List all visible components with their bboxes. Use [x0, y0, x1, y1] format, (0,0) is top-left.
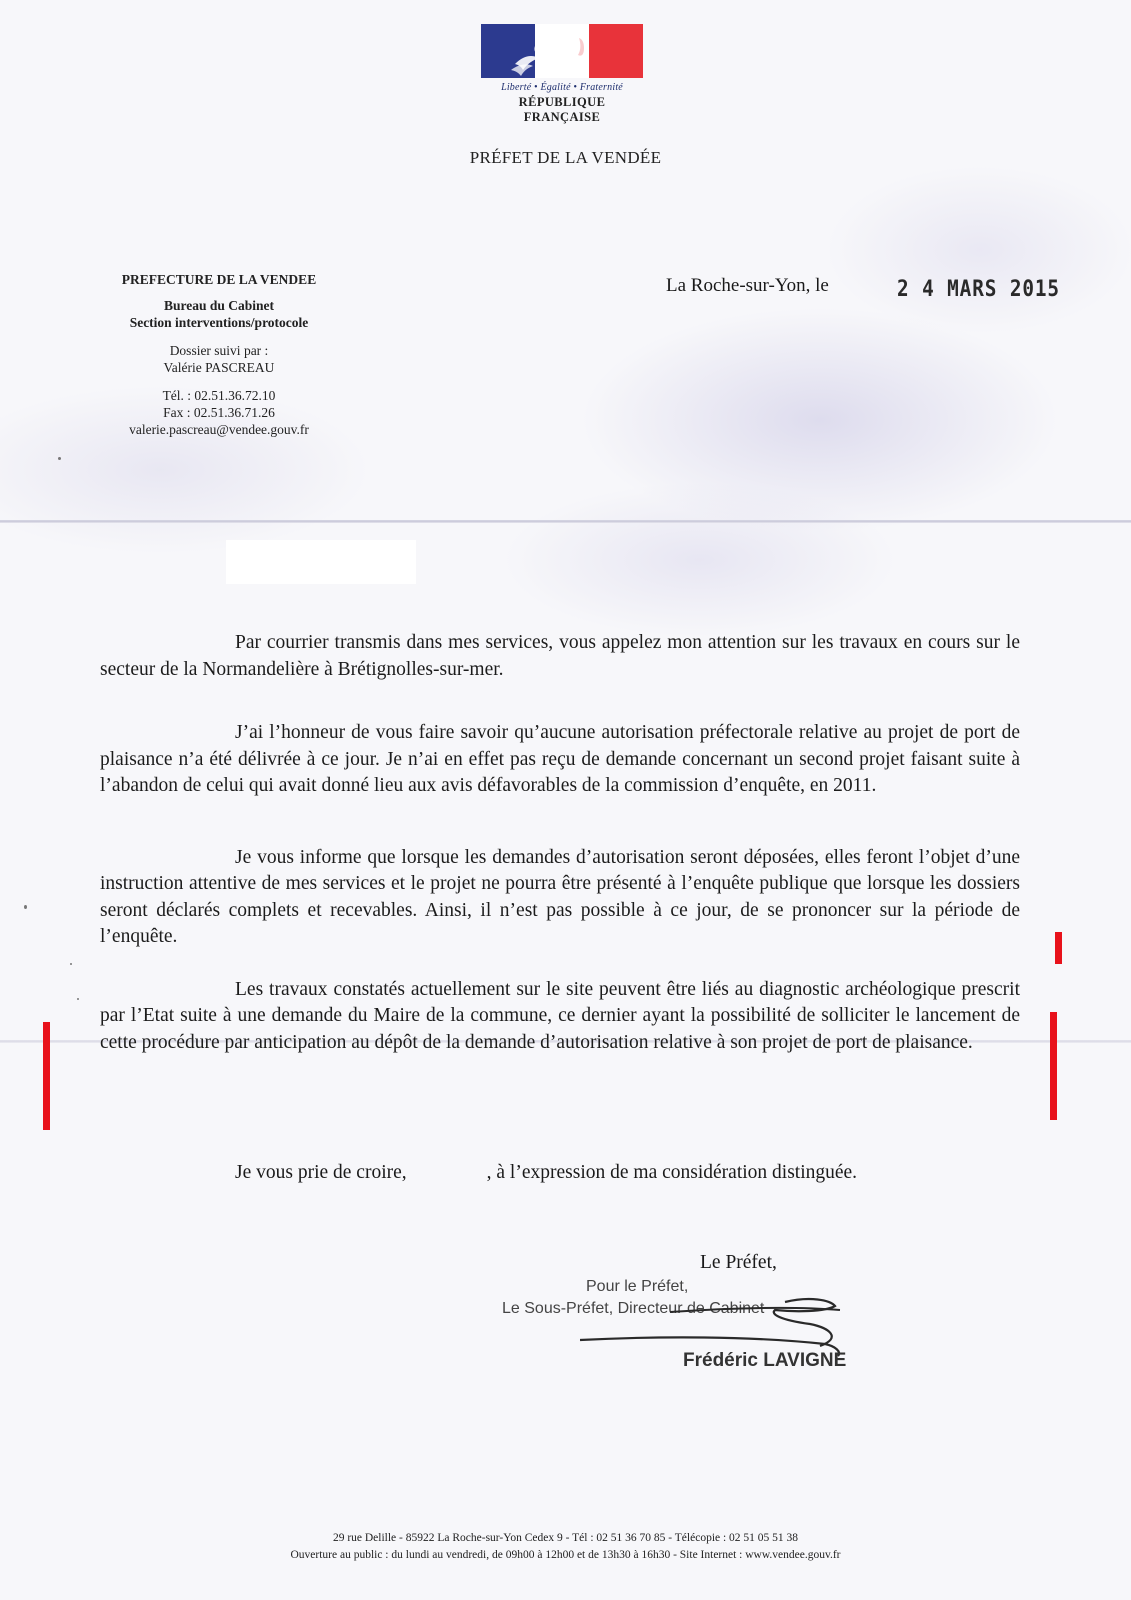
- paragraph-1: Par courrier transmis dans mes services, vous appelez mon attention sur les travaux en cours sur le secteur de la Normandelière à Brétignolles-sur-mer.: [100, 632, 1020, 680]
- signer-title: Le Préfet,: [700, 1252, 777, 1273]
- footer-address: 29 rue Delille - 85922 La Roche-sur-Yon Cedex 9 - Tél : 02 51 36 70 85 - Télécopie : 02 51 05 51 38: [332, 1532, 799, 1544]
- footer-hours: Ouverture au public : du lundi au vendredi, de 09h00 à 12h00 et de 13h30 à 16h30 - Site Internet : www.vendee.gouv.fr: [290, 1549, 841, 1561]
- letter-footer: [0, 1530, 1131, 1564]
- letter-body: [100, 630, 1020, 1056]
- signature-for-line: Pour le Préfet,: [586, 1278, 689, 1295]
- followed-by-name: Valérie PASCREAU: [163, 360, 275, 375]
- closing-part-1: Je vous prie de croire,: [235, 1162, 407, 1183]
- sender-email: valerie.pascreau@vendee.gouv.fr: [129, 422, 309, 437]
- sender-tel: Tél. : 02.51.36.72.10: [162, 388, 276, 403]
- red-annotation-marker: [1050, 1012, 1057, 1120]
- followed-by-label: Dossier suivi par :: [169, 343, 269, 358]
- closing-formula: [235, 1162, 857, 1184]
- paragraph-3: Je vous informe que lorsque les demandes d’autorisation seront déposées, elles feront l’objet d’une instruction attentive de mes services et le projet ne pourra être présenté à l’enquête publique que lorsque les dossiers seront déclarés complets et recevables. Ainsi, il n’est pas possible à ce jour, de se prononcer sur la période de l’enquête.: [100, 846, 1020, 947]
- red-annotation-marker: [43, 1022, 50, 1130]
- redacted-recipient: [226, 540, 416, 584]
- signer-name: Frédéric LAVIGNE: [683, 1350, 847, 1371]
- republic-name: RÉPUBLIQUE FRANÇAISE: [518, 95, 606, 124]
- paragraph-2: J’ai l’honneur de vous faire savoir qu’aucune autorisation préfectorale relative au projet de port de plaisance n’a été délivrée à ce jour. Je n’ai en effet pas reçu de demande concernant un second projet faisant suite à l’abandon de celui qui avait donné lieu aux avis défavorables de la commission d’enquête, en 2011.: [100, 722, 1020, 796]
- sender-bureau: Bureau du Cabinet: [163, 298, 275, 313]
- date-stamp: 2 4 MARS 2015: [897, 277, 1060, 302]
- sender-section: Section interventions/protocole: [129, 315, 309, 330]
- letterhead-title: PRÉFET DE LA VENDÉE: [469, 148, 662, 167]
- signature-role-line: Le Sous-Préfet, Directeur de Cabinet: [502, 1300, 765, 1317]
- tricolor-flag-icon: [481, 24, 643, 78]
- sender-fax: Fax : 02.51.36.71.26: [163, 405, 275, 420]
- sender-organization: PREFECTURE DE LA VENDEE: [121, 272, 317, 287]
- red-annotation-marker: [1055, 932, 1062, 964]
- dateline-place: La Roche-sur-Yon, le: [666, 275, 829, 296]
- marianne-logo: [481, 24, 643, 125]
- paper-fold-line: [0, 520, 1131, 523]
- paragraph-4: Les travaux constatés actuellement sur le site peuvent être liés au diagnostic archéologique prescrit par l’Etat suite à une demande du Maire de la commune, ce dernier ayant la possibilité de solliciter le lancement de cette procédure par anticipation au dépôt de la demande d’autorisation relative à son projet de port de plaisance.: [100, 978, 1020, 1053]
- sender-block: [100, 271, 338, 438]
- republic-motto: Liberté • Égalité • Fraternité: [501, 82, 623, 93]
- closing-part-2: , à l’expression de ma considération distinguée.: [486, 1162, 858, 1183]
